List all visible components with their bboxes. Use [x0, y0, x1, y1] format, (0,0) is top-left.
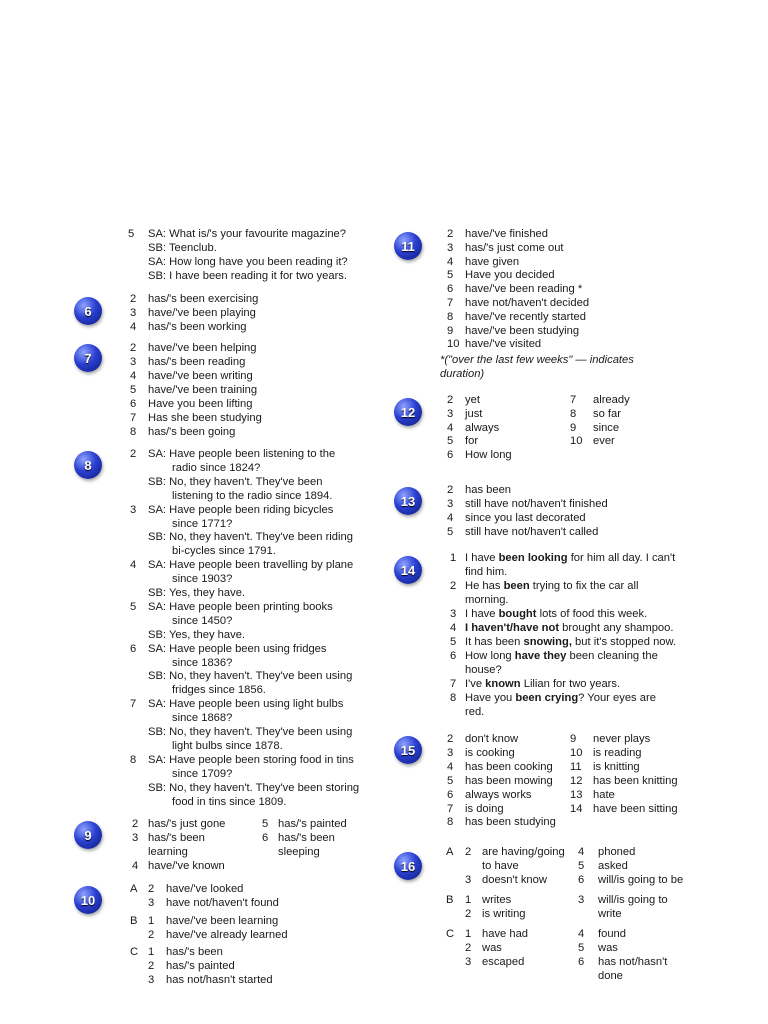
- answer-text: always: [465, 421, 500, 434]
- item-number: 5: [578, 860, 585, 872]
- group-letter: A: [446, 846, 454, 858]
- answer-text: ever: [593, 435, 615, 448]
- item-number: 3: [450, 608, 457, 620]
- answer-text: is reading: [593, 746, 642, 759]
- answer-text: asked: [598, 860, 628, 872]
- answer-text: has/'s been: [166, 946, 223, 958]
- answer-text: has not/hasn't started: [166, 974, 273, 986]
- answer-text: have had: [482, 928, 529, 940]
- item-number: 4: [130, 559, 137, 572]
- answer-text: phoned: [598, 846, 636, 858]
- dialogue-line: SB: No, they haven't. They've been riding: [148, 531, 353, 544]
- dialogue-line: light bulbs since 1878.: [172, 739, 283, 752]
- item-number: 9: [570, 421, 577, 434]
- answer-text: is writing: [482, 908, 526, 920]
- item-number: 2: [148, 929, 155, 941]
- item-number: 3: [465, 874, 472, 886]
- answer-text: have/'ve been learning: [166, 915, 279, 927]
- answer-text: for: [465, 435, 479, 448]
- item-number: 3: [130, 503, 137, 516]
- dialogue-line: SA: Have people been using fridges: [148, 642, 327, 655]
- dialogue-line: SA: Have people been riding bicycles: [148, 503, 334, 516]
- exercise-number-badge: 13: [394, 487, 422, 515]
- answer-text: is cooking: [465, 746, 515, 759]
- group-letter: B: [446, 894, 454, 906]
- answer-text: have/'ve been writing: [148, 370, 253, 382]
- answer-text: has/'s been reading: [148, 356, 246, 368]
- item-number: 3: [130, 307, 137, 319]
- item-number: 10: [570, 746, 583, 759]
- answer-text: has been studying: [465, 816, 556, 829]
- answer-text: hate: [593, 788, 615, 801]
- answer-text: has/'s painted: [278, 818, 347, 830]
- answer-text: doesn't know: [482, 874, 547, 886]
- item-number: 6: [262, 832, 269, 844]
- answer-text: have/'ve visited: [465, 338, 542, 351]
- item-number: 4: [447, 255, 454, 268]
- answer-text: was: [598, 942, 618, 954]
- item-number: 6: [447, 283, 454, 296]
- item-number: 2: [130, 448, 137, 460]
- item-number: 7: [130, 412, 137, 424]
- item-number: 5: [447, 435, 454, 448]
- item-number: 3: [447, 497, 454, 510]
- answer-text: has been mowing: [465, 774, 553, 787]
- item-number: 3: [447, 746, 454, 759]
- dialogue-line: SA: Have people been printing books: [148, 600, 333, 613]
- answer-text: How long have they been cleaning the: [465, 650, 658, 662]
- item-number: 2: [148, 960, 155, 972]
- item-number: 9: [570, 733, 577, 745]
- item-number: 3: [148, 974, 155, 986]
- item-number: 5: [447, 774, 454, 787]
- dialogue-line: SA: Have people been travelling by plane: [148, 559, 354, 572]
- exercise-number-badge: 8: [74, 451, 102, 479]
- answer-text: It has been snowing, but it's stopped now.: [465, 636, 677, 648]
- item-number: 5: [578, 942, 585, 954]
- item-number: 8: [130, 753, 137, 766]
- group-letter: A: [130, 883, 138, 895]
- exercise-number-badge: 12: [394, 398, 422, 426]
- answer-text: have been sitting: [593, 802, 678, 815]
- item-number: 6: [447, 788, 454, 801]
- answer-text: sleeping: [278, 846, 320, 858]
- item-number: 5: [130, 384, 137, 396]
- answer-text: write: [598, 908, 622, 920]
- answer-text: have/'ve been studying: [465, 324, 580, 337]
- item-number: 6: [130, 642, 137, 655]
- dialogue-line: SB: No, they haven't. They've been: [148, 475, 323, 488]
- exercise-number-badge: 9: [74, 821, 102, 849]
- item-number: 13: [570, 788, 583, 801]
- dialogue-line: SB: Teenclub.: [148, 242, 217, 254]
- item-number: 2: [465, 942, 472, 954]
- answer-text: I haven't/have not brought any shampoo.: [465, 622, 674, 634]
- answer-text: Have you decided: [465, 269, 555, 282]
- answer-text: don't know: [465, 733, 519, 745]
- item-number: 12: [570, 774, 583, 787]
- answer-text: just: [465, 407, 483, 420]
- answer-text: writes: [482, 894, 512, 906]
- dialogue-line: food in tins since 1809.: [172, 795, 287, 808]
- item-number: 2: [130, 342, 137, 354]
- answer-text: still have not/haven't finished: [465, 497, 608, 510]
- item-number: 3: [465, 956, 472, 968]
- item-number: 1: [148, 946, 155, 958]
- answer-text: has been cooking: [465, 760, 553, 773]
- dialogue-line: SB: No, they haven't. They've been using: [148, 726, 353, 738]
- dialogue-line: SA: What is/'s your favourite magazine?: [148, 228, 347, 240]
- answer-text: so far: [593, 407, 621, 420]
- dialogue-line: SB: I have been reading it for two years.: [148, 270, 347, 282]
- item-number: 3: [130, 356, 137, 368]
- item-number: 8: [570, 407, 577, 420]
- answer-text: How long: [465, 449, 512, 462]
- answer-text: yet: [465, 394, 480, 406]
- dialogue-line: since 1836?: [172, 656, 233, 669]
- item-number: 7: [447, 297, 454, 309]
- answer-text: is knitting: [593, 760, 640, 773]
- item-number: 5: [447, 269, 454, 282]
- dialogue-line: SB: Yes, they have.: [148, 587, 246, 599]
- item-number: 14: [570, 802, 583, 815]
- answer-text: I've known Lilian for two years.: [465, 678, 621, 690]
- answer-text: has been: [465, 484, 512, 496]
- answer-text: red.: [465, 706, 485, 718]
- item-number: 4: [447, 421, 454, 434]
- answer-text: since you last decorated: [465, 511, 586, 524]
- dialogue-line: SB: No, they haven't. They've been storing: [148, 781, 360, 794]
- footnote: duration): [440, 368, 485, 380]
- item-number: 6: [578, 956, 585, 968]
- item-number: 2: [130, 293, 137, 305]
- group-letter: C: [446, 928, 455, 940]
- answer-text: Have you been crying? Your eyes are: [465, 692, 656, 704]
- item-number: 11: [570, 760, 582, 773]
- dialogue-line: fridges since 1856.: [172, 684, 266, 697]
- item-number: 6: [578, 874, 585, 886]
- item-number: 5: [262, 818, 269, 830]
- item-number: 4: [578, 928, 585, 940]
- item-number: 8: [447, 816, 454, 829]
- footnote: *("over the last few weeks" — indicates: [440, 354, 634, 366]
- item-number: 10: [570, 435, 583, 448]
- item-number: 8: [450, 692, 457, 704]
- item-number: 6: [450, 650, 457, 662]
- group-letter: C: [130, 946, 139, 958]
- answer-text: have/'ve been helping: [148, 342, 257, 354]
- answer-text: have/'ve been playing: [148, 307, 256, 319]
- item-number: 1: [148, 915, 155, 927]
- item-number: 3: [578, 894, 585, 906]
- item-number: 2: [447, 733, 454, 745]
- item-number: 4: [132, 860, 139, 872]
- dialogue-line: SA: How long have you been reading it?: [148, 256, 348, 268]
- exercise-number-badge: 7: [74, 344, 102, 372]
- item-number: 2: [148, 883, 155, 895]
- item-number: 4: [447, 760, 454, 773]
- dialogue-line: SA: Have people been listening to the: [148, 448, 336, 460]
- answer-text: was: [482, 942, 502, 954]
- item-number: 2: [132, 818, 139, 830]
- exercise-number-badge: 6: [74, 297, 102, 325]
- answer-text: to have: [482, 860, 519, 872]
- answer-text: has not/hasn't: [598, 956, 668, 968]
- answer-text: have/'ve finished: [465, 228, 548, 240]
- item-number: 4: [450, 622, 457, 634]
- answer-text: I have been looking for him all day. I can't: [465, 552, 676, 564]
- exercise-number-badge: 16: [394, 852, 422, 880]
- item-number: 1: [465, 928, 472, 940]
- item-number: 7: [130, 698, 137, 711]
- dialogue-line: since 1903?: [172, 573, 233, 586]
- item-number: 5: [450, 636, 457, 648]
- answer-text: have/'ve known: [148, 860, 225, 872]
- answer-text: have/'ve recently started: [465, 310, 586, 323]
- answer-text: He has been trying to fix the car all: [465, 580, 639, 592]
- answer-text: will/is going to be: [598, 874, 684, 886]
- answer-text: found: [598, 928, 626, 940]
- item-number: 7: [450, 678, 457, 690]
- answer-text: have/'ve looked: [166, 883, 244, 895]
- item-number: 6: [447, 449, 454, 462]
- item-number: 5: [128, 228, 135, 240]
- answer-text: I have bought lots of food this week.: [465, 608, 648, 620]
- item-number: 4: [130, 321, 137, 333]
- item-number: 3: [447, 407, 454, 420]
- answer-text: has/'s been: [278, 832, 335, 844]
- answer-text: have/'ve been training: [148, 384, 258, 396]
- answer-text: have/'ve already learned: [166, 929, 288, 941]
- item-number: 1: [465, 894, 472, 906]
- item-number: 5: [130, 600, 137, 613]
- answer-text: learning: [148, 846, 188, 858]
- answer-text: have not/haven't found: [166, 897, 279, 909]
- answer-text: is doing: [465, 802, 504, 815]
- answer-text: Has she been studying: [148, 412, 262, 424]
- answer-text: have not/haven't decided: [465, 297, 590, 309]
- item-number: 1: [450, 552, 457, 564]
- dialogue-line: since 1450?: [172, 614, 233, 627]
- answer-text: done: [598, 970, 623, 982]
- item-number: 4: [130, 370, 137, 382]
- answer-text: Have you been lifting: [148, 398, 253, 410]
- group-letter: B: [130, 915, 138, 927]
- answer-text: has/'s been going: [148, 426, 236, 438]
- answer-text: will/is going to: [598, 894, 668, 906]
- answer-text: find him.: [465, 566, 508, 578]
- dialogue-line: since 1709?: [172, 767, 233, 780]
- answer-text: have given: [465, 255, 520, 268]
- answer-text: have/'ve been reading *: [465, 283, 583, 296]
- item-number: 3: [148, 897, 155, 909]
- item-number: 2: [447, 394, 454, 406]
- dialogue-line: listening to the radio since 1894.: [172, 489, 333, 502]
- exercise-number-badge: 14: [394, 556, 422, 584]
- answer-text: are having/going: [482, 846, 565, 858]
- answer-text: has been knitting: [593, 774, 678, 787]
- item-number: 4: [447, 511, 454, 524]
- answer-text: since: [593, 421, 620, 434]
- item-number: 7: [447, 802, 454, 815]
- item-number: 8: [130, 426, 137, 438]
- answer-text: has/'s been exercising: [148, 293, 259, 305]
- answer-text: house?: [465, 664, 502, 676]
- answer-text: has/'s just come out: [465, 241, 564, 254]
- dialogue-line: SB: Yes, they have.: [148, 628, 246, 641]
- item-number: 7: [570, 394, 577, 406]
- item-number: 2: [465, 846, 472, 858]
- item-number: 2: [450, 580, 457, 592]
- answer-text: has/'s been working: [148, 321, 247, 333]
- dialogue-line: bi-cycles since 1791.: [172, 545, 276, 558]
- answer-text: still have not/haven't called: [465, 525, 599, 538]
- dialogue-line: since 1868?: [172, 712, 233, 725]
- item-number: 5: [447, 525, 454, 538]
- item-number: 3: [447, 241, 454, 254]
- exercise-number-badge: 15: [394, 736, 422, 764]
- item-number: 4: [578, 846, 585, 858]
- answer-text: morning.: [465, 594, 509, 606]
- item-number: 3: [132, 832, 139, 844]
- exercise-number-badge: 10: [74, 886, 102, 914]
- item-number: 2: [447, 484, 454, 496]
- item-number: 6: [130, 398, 137, 410]
- item-number: 8: [447, 310, 454, 323]
- dialogue-line: since 1771?: [172, 517, 233, 530]
- dialogue-line: radio since 1824?: [172, 461, 261, 474]
- exercise-number-badge: 11: [394, 232, 422, 260]
- item-number: 9: [447, 324, 454, 337]
- item-number: 2: [447, 228, 454, 240]
- answer-text: has/'s been: [148, 832, 205, 844]
- answer-text: never plays: [593, 733, 651, 745]
- dialogue-line: SB: No, they haven't. They've been using: [148, 670, 353, 683]
- dialogue-line: SA: Have people been storing food in tins: [148, 753, 354, 766]
- item-number: 2: [465, 908, 472, 920]
- dialogue-line: SA: Have people been using light bulbs: [148, 698, 344, 711]
- answer-text: escaped: [482, 956, 525, 968]
- answer-text: has/'s painted: [166, 960, 235, 972]
- item-number: 10: [447, 338, 460, 351]
- answer-text: already: [593, 394, 630, 406]
- answer-text: always works: [465, 788, 532, 801]
- answer-text: has/'s just gone: [148, 818, 226, 830]
